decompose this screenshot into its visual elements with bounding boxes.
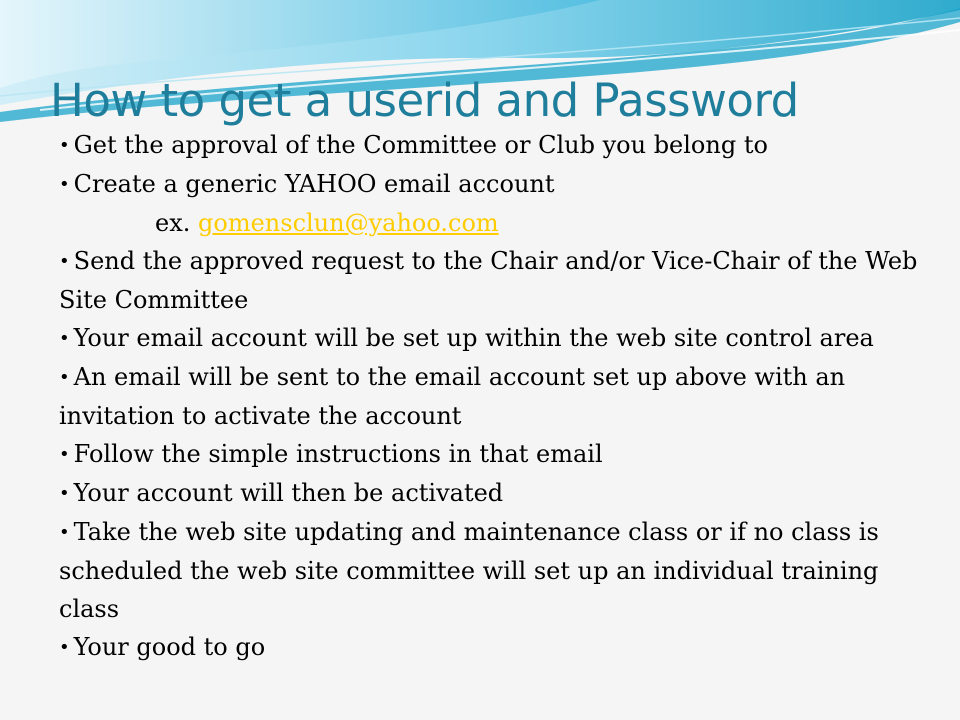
bullet-text: Your account will then be activated: [73, 479, 504, 507]
bullet-list: [59, 126, 939, 667]
bullet-item: [59, 474, 939, 513]
bullet-item: [59, 319, 939, 358]
slide-title: How to get a userid and Password: [50, 74, 799, 127]
bullet-item: [59, 242, 939, 319]
bullet-dot-icon: •: [59, 174, 70, 195]
bullet-dot-icon: •: [59, 483, 70, 504]
bullet-item: [59, 358, 939, 435]
bullet-text: An email will be sent to the email account set up above with an invitation to activate the account: [59, 363, 846, 430]
bullet-item: [59, 628, 939, 667]
bullet-text: Get the approval of the Committee or Club you belong to: [73, 131, 768, 159]
example-line: [59, 204, 939, 242]
bullet-item: [59, 165, 939, 204]
bullet-item: [59, 513, 939, 628]
bullet-dot-icon: •: [59, 367, 70, 388]
bullet-dot-icon: •: [59, 251, 70, 272]
bullet-item: [59, 435, 939, 474]
bullet-dot-icon: •: [59, 328, 70, 349]
example-prefix: ex.: [155, 209, 191, 237]
bullet-text: Your good to go: [73, 633, 266, 661]
bullet-dot-icon: •: [59, 135, 70, 156]
bullet-text: Your email account will be set up within the web site control area: [73, 324, 874, 352]
bullet-item: [59, 126, 939, 165]
bullet-text: Take the web site updating and maintenance class or if no class is scheduled the web site committee will set up an individual training class: [59, 518, 879, 623]
bullet-dot-icon: •: [59, 444, 70, 465]
example-email-link[interactable]: gomensclun@yahoo.com: [198, 209, 499, 237]
bullet-text: Follow the simple instructions in that email: [73, 440, 603, 468]
bullet-text: Send the approved request to the Chair and/or Vice-Chair of the Web Site Committee: [59, 247, 918, 314]
bullet-dot-icon: •: [59, 522, 70, 543]
bullet-dot-icon: •: [59, 637, 70, 658]
bullet-text: Create a generic YAHOO email account: [73, 170, 555, 198]
